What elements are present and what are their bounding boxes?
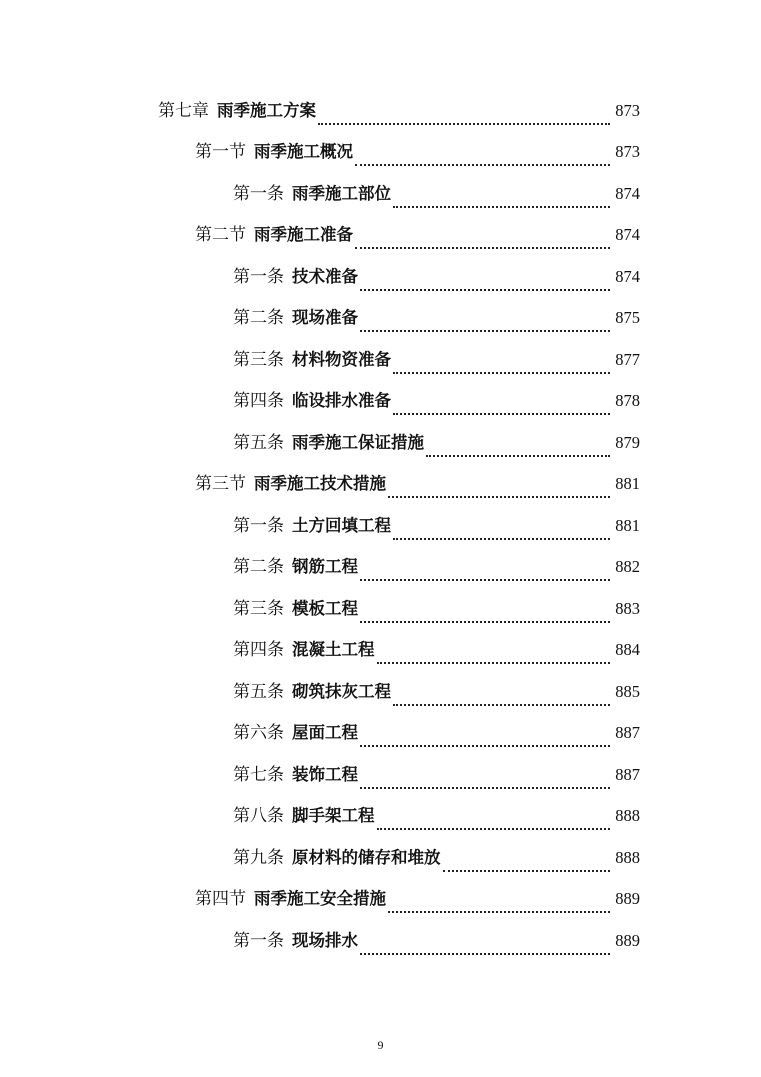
- toc-entry[interactable]: [0, 671, 761, 713]
- toc-entry-page: 884: [615, 640, 640, 660]
- toc-entry-number: 第三条: [233, 349, 284, 370]
- toc-entry-page: 874: [615, 266, 640, 286]
- toc-entry-title: 混凝土工程: [292, 640, 375, 660]
- toc-entry-title: 钢筋工程: [292, 557, 358, 577]
- toc-entry-number: 第一条: [233, 930, 284, 951]
- toc-entry[interactable]: [0, 505, 761, 547]
- toc-entry-page: 881: [615, 474, 640, 494]
- toc-entry-number: 第四条: [233, 640, 284, 661]
- toc-entry-title: 临设排水准备: [292, 391, 391, 411]
- toc-entry-page: 874: [615, 183, 640, 203]
- toc-entry[interactable]: [0, 339, 761, 381]
- toc-entry-number: 第二条: [233, 557, 284, 578]
- toc-entry-page: 877: [615, 349, 640, 369]
- dot-leader: [426, 454, 610, 457]
- toc-entry[interactable]: [0, 256, 761, 298]
- toc-entry[interactable]: [0, 215, 761, 257]
- dot-leader: [443, 869, 611, 872]
- dot-leader: [388, 910, 610, 913]
- toc-entry-title: 雨季施工技术措施: [254, 474, 386, 494]
- dot-leader: [360, 786, 610, 789]
- toc-entry-title: 模板工程: [292, 598, 358, 618]
- toc-entry[interactable]: [0, 298, 761, 340]
- toc-entry[interactable]: [0, 90, 761, 132]
- toc-entry[interactable]: [0, 422, 761, 464]
- dot-leader: [393, 537, 610, 540]
- toc-entry[interactable]: [0, 920, 761, 962]
- toc-entry[interactable]: [0, 173, 761, 215]
- toc-entry-page: 888: [615, 806, 640, 826]
- dot-leader: [393, 371, 610, 374]
- toc-entry-page: 875: [615, 308, 640, 328]
- toc-entry-title: 现场准备: [292, 308, 358, 328]
- toc-entry-number: 第三节: [195, 474, 246, 495]
- toc-entry[interactable]: [0, 713, 761, 755]
- dot-leader: [393, 205, 610, 208]
- toc-entry[interactable]: [0, 630, 761, 672]
- toc-entry-number: 第一条: [233, 515, 284, 536]
- dot-leader: [360, 744, 610, 747]
- toc-entry-title: 雨季施工方案: [217, 100, 316, 120]
- toc-entry-page: 887: [615, 764, 640, 784]
- dot-leader: [360, 952, 610, 955]
- dot-leader: [355, 246, 610, 249]
- toc-entry[interactable]: [0, 132, 761, 174]
- toc-entry-title: 屋面工程: [292, 723, 358, 743]
- toc-entry-number: 第四条: [233, 391, 284, 412]
- toc-entry-number: 第一条: [233, 183, 284, 204]
- toc-entry-number: 第五条: [233, 681, 284, 702]
- toc-entry[interactable]: [0, 588, 761, 630]
- toc-entry-number: 第一节: [195, 142, 246, 163]
- toc-entry-title: 脚手架工程: [292, 806, 375, 826]
- toc-entry-number: 第八条: [233, 806, 284, 827]
- table-of-contents: [0, 90, 761, 962]
- toc-entry-page: 874: [615, 225, 640, 245]
- toc-entry-number: 第六条: [233, 723, 284, 744]
- toc-entry-title: 材料物资准备: [292, 349, 391, 369]
- toc-entry-number: 第七章: [158, 100, 209, 121]
- dot-leader: [393, 703, 610, 706]
- toc-entry-number: 第四节: [195, 889, 246, 910]
- toc-entry-title: 雨季施工准备: [254, 225, 353, 245]
- toc-entry[interactable]: [0, 547, 761, 589]
- toc-entry[interactable]: [0, 381, 761, 423]
- toc-entry[interactable]: [0, 796, 761, 838]
- dot-leader: [360, 578, 610, 581]
- toc-entry-number: 第一条: [233, 266, 284, 287]
- toc-entry-page: 889: [615, 889, 640, 909]
- toc-entry-title: 雨季施工保证措施: [292, 432, 424, 452]
- toc-entry[interactable]: [0, 837, 761, 879]
- toc-entry-title: 土方回填工程: [292, 515, 391, 535]
- toc-entry[interactable]: [0, 754, 761, 796]
- dot-leader: [377, 661, 611, 664]
- toc-entry-title: 装饰工程: [292, 764, 358, 784]
- toc-entry-title: 雨季施工部位: [292, 183, 391, 203]
- toc-entry-number: 第五条: [233, 432, 284, 453]
- toc-entry-page: 881: [615, 515, 640, 535]
- toc-entry-number: 第九条: [233, 847, 284, 868]
- dot-leader: [393, 412, 610, 415]
- toc-entry-number: 第二条: [233, 308, 284, 329]
- toc-entry-page: 887: [615, 723, 640, 743]
- toc-entry-page: 889: [615, 930, 640, 950]
- toc-entry-page: 885: [615, 681, 640, 701]
- toc-entry-page: 879: [615, 432, 640, 452]
- dot-leader: [360, 620, 610, 623]
- toc-entry-title: 技术准备: [292, 266, 358, 286]
- dot-leader: [360, 288, 610, 291]
- toc-entry-page: 883: [615, 598, 640, 618]
- toc-entry-number: 第三条: [233, 598, 284, 619]
- dot-leader: [355, 163, 610, 166]
- toc-entry-title: 砌筑抹灰工程: [292, 681, 391, 701]
- toc-entry-page: 873: [615, 142, 640, 162]
- toc-entry-page: 888: [615, 847, 640, 867]
- toc-entry-title: 现场排水: [292, 930, 358, 950]
- toc-entry-page: 873: [615, 100, 640, 120]
- toc-entry-page: 878: [615, 391, 640, 411]
- dot-leader: [360, 329, 610, 332]
- toc-entry-number: 第二节: [195, 225, 246, 246]
- toc-entry-title: 雨季施工概况: [254, 142, 353, 162]
- toc-entry-number: 第七条: [233, 764, 284, 785]
- dot-leader: [377, 827, 611, 830]
- toc-entry-page: 882: [615, 557, 640, 577]
- toc-entry[interactable]: [0, 464, 761, 506]
- toc-entry-title: 原材料的储存和堆放: [292, 847, 441, 867]
- toc-entry[interactable]: [0, 879, 761, 921]
- dot-leader: [388, 495, 610, 498]
- toc-entry-title: 雨季施工安全措施: [254, 889, 386, 909]
- page-number: 9: [377, 1038, 384, 1052]
- dot-leader: [318, 122, 610, 125]
